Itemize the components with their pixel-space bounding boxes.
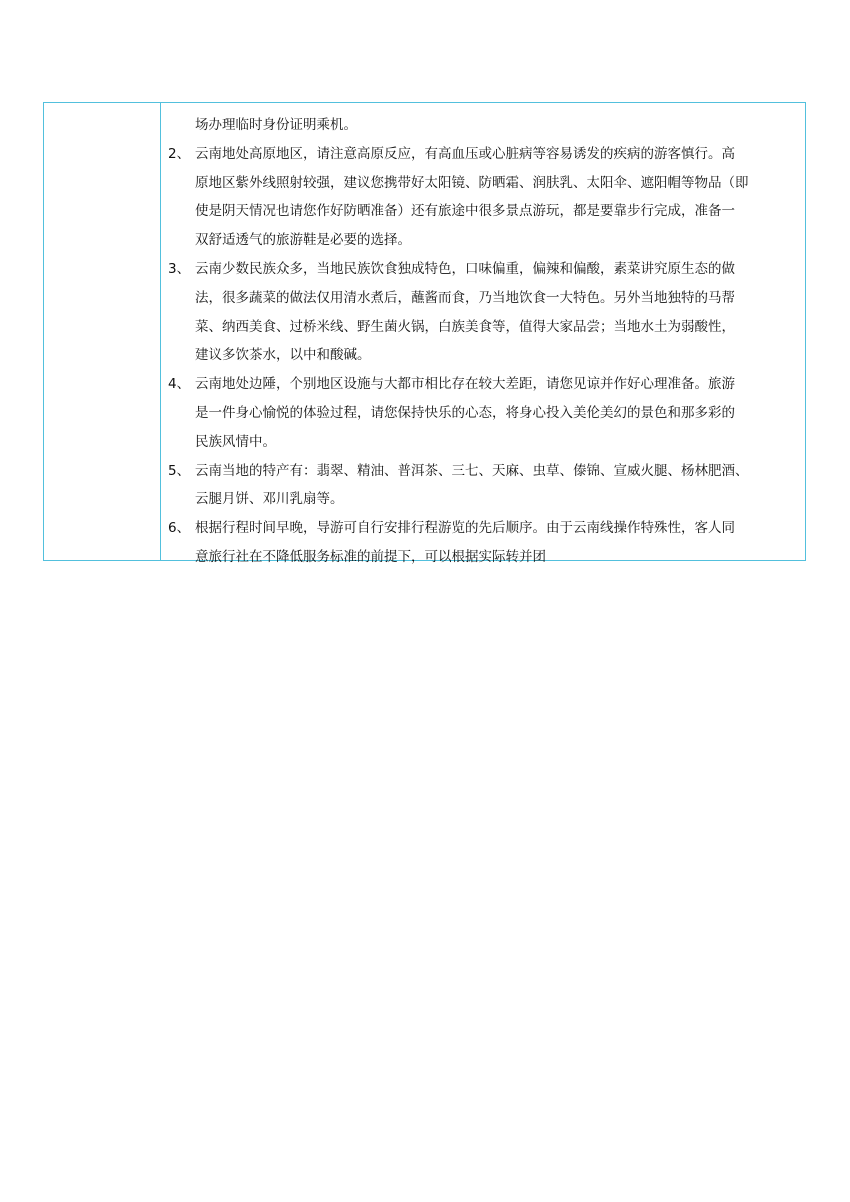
item-line: 原地区紫外线照射较强，建议您携带好太阳镜、防晒霜、润肤乳、太阳伞、遮阳帽等物品（即 — [195, 174, 749, 191]
item-line: 菜、纳西美食、过桥米线、野生菌火锅，白族美食等，值得大家品尝；当地水土为弱酸性， — [195, 318, 735, 335]
notes-cell — [161, 103, 805, 565]
item-line: 是一件身心愉悦的体验过程，请您保持快乐的心态，将身心投入美伦美幻的景色和那多彩的 — [195, 404, 735, 421]
list-item — [168, 140, 799, 255]
item-line: 双舒适透气的旅游鞋是必要的选择。 — [195, 232, 411, 249]
item-line: 意旅行社在不降低服务标准的前提下，可以根据实际转并团 — [195, 548, 546, 565]
label-cell — [44, 103, 161, 560]
item-line: 民族风情中。 — [195, 433, 276, 450]
list-item — [168, 457, 799, 515]
list-item — [168, 255, 799, 370]
item-line: 云南少数民族众多，当地民族饮食独成特色，口味偏重，偏辣和偏酸，素菜讲究原生态的做 — [195, 260, 735, 277]
item-number: 5、 — [168, 462, 191, 479]
item-line: 云南地处高原地区，请注意高原反应，有高血压或心脏病等容易诱发的疾病的游客慎行。高 — [195, 145, 735, 162]
item-number: 3、 — [168, 260, 191, 277]
item-line: 云腿月饼、邓川乳扇等。 — [195, 491, 344, 508]
item-line: 云南地处边陲，个别地区设施与大都市相比存在较大差距，请您见谅并作好心理准备。旅游 — [195, 376, 735, 393]
continuation-line: 场办理临时身份证明乘机。 — [195, 117, 357, 133]
item-line: 使是阴天情况也请您作好防晒准备）还有旅途中很多景点游玩，都是要靠步行完成，准备一 — [195, 203, 735, 220]
list-item — [168, 370, 799, 456]
item-line: 建议多饮茶水，以中和酸碱。 — [195, 347, 371, 364]
item-number: 6、 — [168, 520, 191, 537]
item-line: 法，很多蔬菜的做法仅用清水煮后，蘸酱而食，乃当地饮食一大特色。另外当地独特的马帮 — [195, 289, 735, 306]
list-item — [168, 514, 799, 572]
item-line: 云南当地的特产有：翡翠、精油、普洱茶、三七、天麻、虫草、傣锦、宣威火腿、杨林肥酒、 — [195, 462, 749, 479]
notes-table — [43, 102, 806, 565]
item-line: 根据行程时间早晚，导游可自行安排行程游览的先后顺序。由于云南线操作特殊性，客人同 — [195, 520, 735, 537]
item-number: 2、 — [168, 145, 191, 162]
item-number: 4、 — [168, 376, 191, 393]
